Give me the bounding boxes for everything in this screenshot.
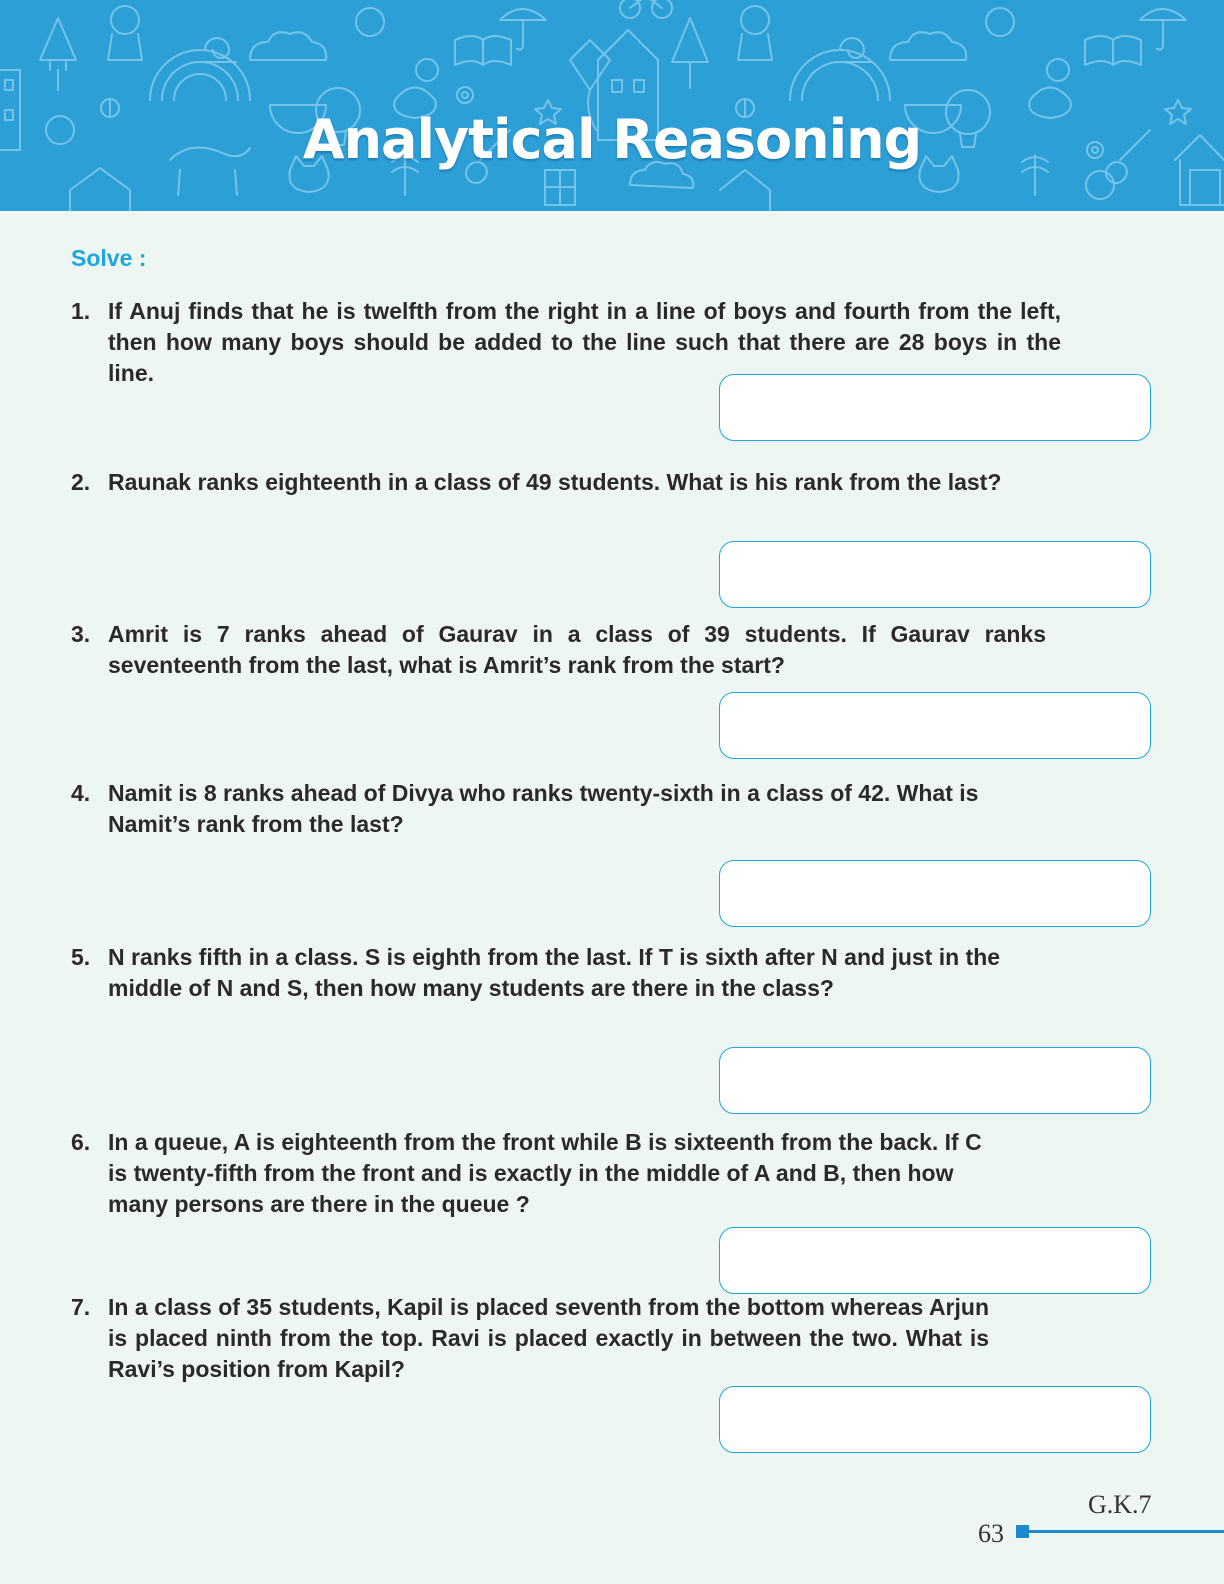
page-number: 63 <box>978 1519 1004 1548</box>
question-number: 7. <box>71 1294 91 1320</box>
book-brand: G.K.7 <box>1088 1490 1152 1519</box>
question-number: 3. <box>71 621 91 647</box>
section-label: Solve : <box>71 245 147 271</box>
answer-box-2[interactable] <box>719 541 1151 608</box>
question-4 <box>71 778 1031 840</box>
answer-box-5[interactable] <box>719 1047 1151 1114</box>
question-6 <box>71 1127 1001 1220</box>
question-3 <box>71 619 1046 681</box>
question-number: 5. <box>71 944 91 970</box>
header-banner <box>0 0 1224 211</box>
answer-box-1[interactable] <box>719 374 1151 441</box>
question-text: In a queue, A is eighteenth from the front while B is sixteenth from the back. If C is twenty-fifth from the front and is exactly in the middle of A and B, then how many persons are there in the queue ? <box>108 1129 982 1217</box>
answer-box-4[interactable] <box>719 860 1151 927</box>
question-2 <box>71 467 1061 498</box>
question-number: 4. <box>71 780 91 806</box>
question-text: N ranks fifth in a class. S is eighth from the last. If T is sixth after N and just in the middle of N and S, then how many students are there in the class? <box>108 944 1001 1001</box>
question-7 <box>71 1292 989 1385</box>
question-text: Raunak ranks eighteenth in a class of 49 students. What is his rank from the last? <box>108 469 1002 495</box>
question-text: Amrit is 7 ranks ahead of Gaurav in a class of 39 students. If Gaurav ranks seventeenth from the last, what is Amrit’s rank from the start? <box>108 621 1046 678</box>
question-5 <box>71 942 1006 1004</box>
question-number: 6. <box>71 1129 91 1155</box>
question-number: 2. <box>71 469 91 495</box>
answer-box-6[interactable] <box>719 1227 1151 1294</box>
page-marker-line <box>1029 1530 1224 1533</box>
doodle-pattern <box>0 0 1224 211</box>
question-text: If Anuj finds that he is twelfth from the right in a line of boys and fourth from the left, then how many boys should be added to the line such that there are 28 boys in the line. <box>108 298 1061 386</box>
question-number: 1. <box>71 298 91 324</box>
question-text: Namit is 8 ranks ahead of Divya who ranks twenty-sixth in a class of 42. What is Namit’s rank from the last? <box>108 780 979 837</box>
page-marker-square <box>1016 1525 1029 1538</box>
answer-box-3[interactable] <box>719 692 1151 759</box>
page-title: Analytical Reasoning <box>302 108 922 171</box>
question-text: In a class of 35 students, Kapil is placed seventh from the bottom whereas Arjun is placed ninth from the top. Ravi is placed exactly in between the two. What is Ravi’s position from Kapil? <box>108 1294 989 1382</box>
answer-box-7[interactable] <box>719 1386 1151 1453</box>
